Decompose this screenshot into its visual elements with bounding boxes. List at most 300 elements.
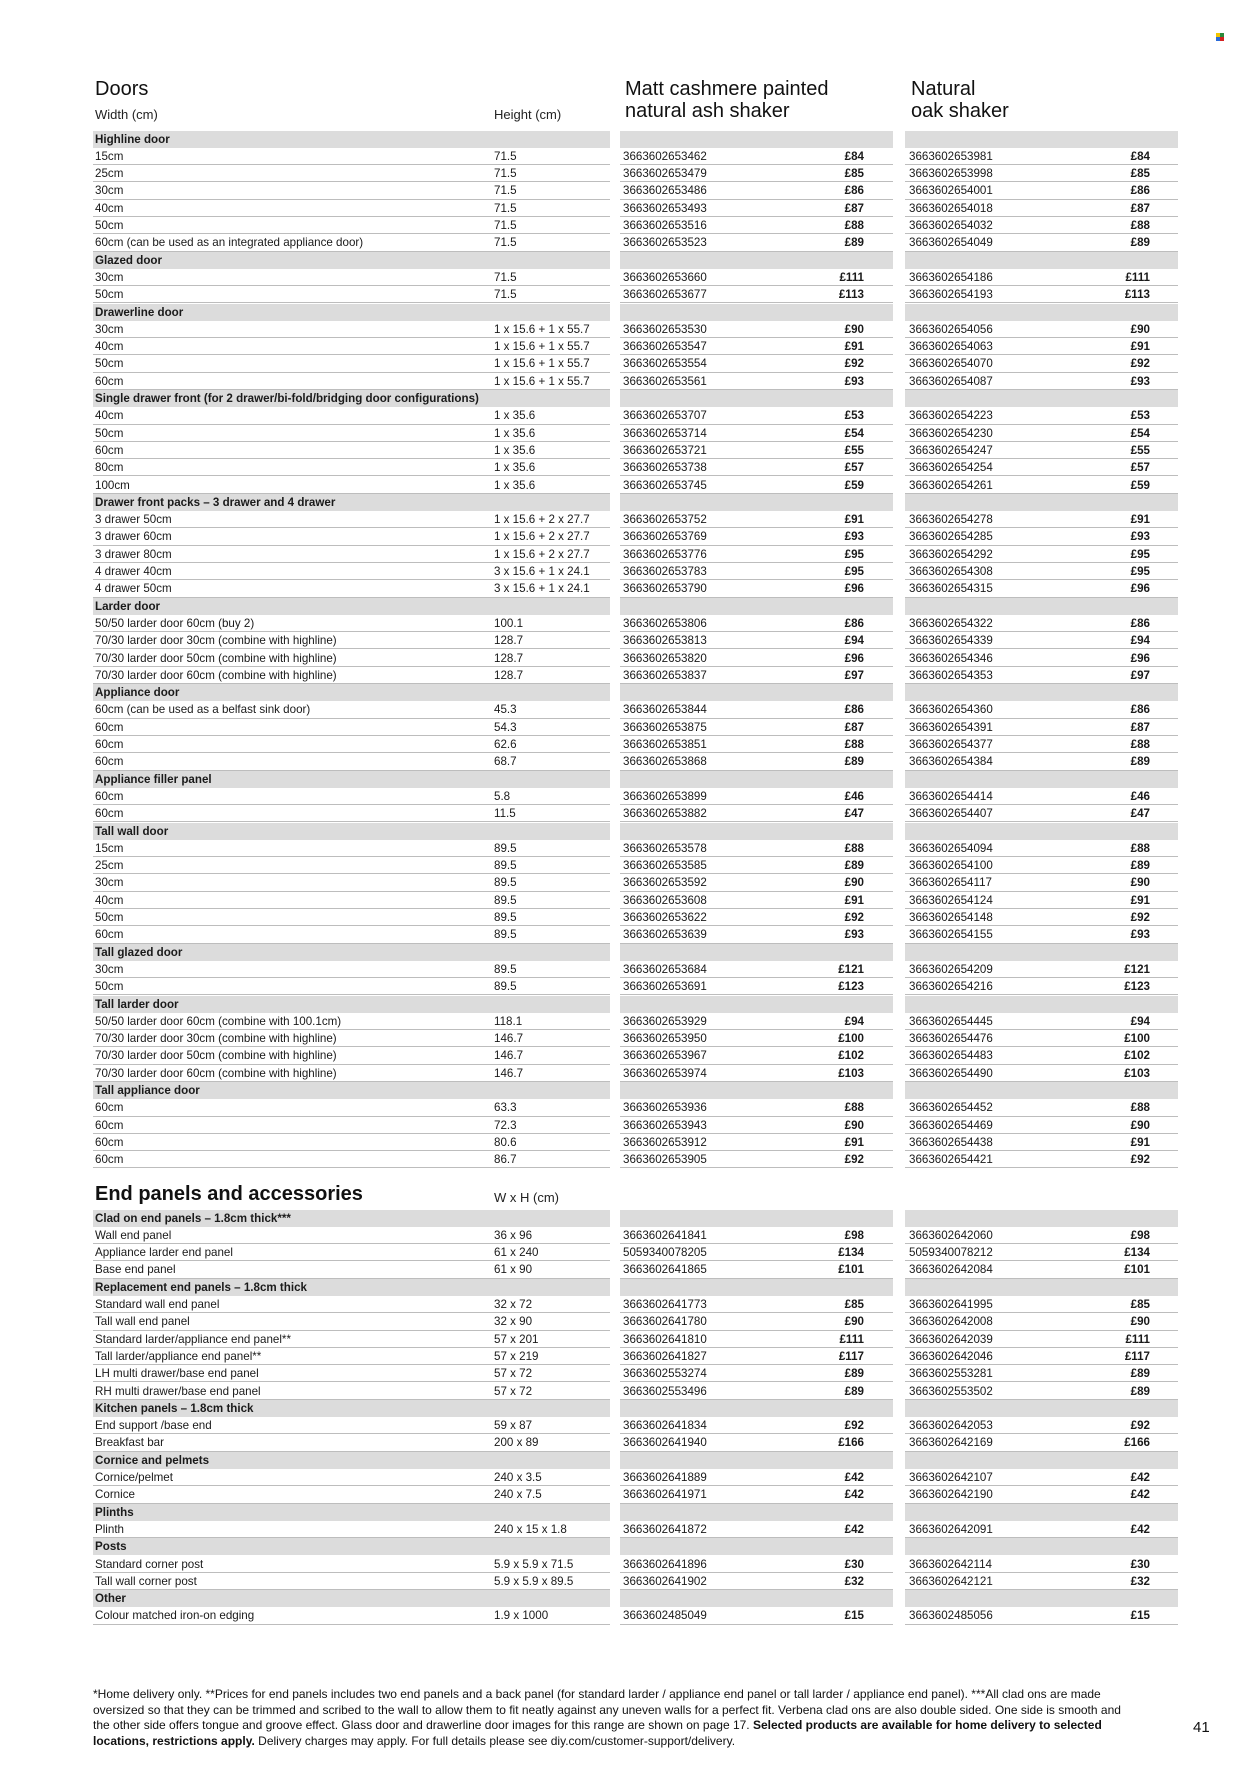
item-size: 1 x 15.6 + 1 x 55.7	[494, 340, 590, 354]
group-header-band	[905, 1538, 1178, 1555]
item-description: 70/30 larder door 50cm (combine with highline)	[95, 1049, 337, 1063]
item-size: 118.1	[494, 1014, 523, 1028]
item-description: Plinth	[95, 1522, 125, 1536]
range1-code: 3663602653974	[623, 1066, 707, 1080]
range1-price: £121	[838, 962, 864, 976]
range1-price: £96	[844, 651, 864, 665]
range1-code: 3663602641971	[623, 1488, 707, 1502]
range1-code: 3663602641780	[623, 1315, 707, 1329]
range1-price: £15	[844, 1609, 864, 1623]
item-description: 30cm	[95, 962, 124, 976]
range2-price: £117	[1124, 1349, 1150, 1363]
range2-code: 3663602654254	[909, 461, 993, 475]
range1-price: £88	[844, 1101, 864, 1115]
range1-code: 3663602653684	[623, 962, 707, 976]
range2-code: 3663602642169	[909, 1436, 993, 1450]
range1-price: £88	[844, 841, 864, 855]
range2-price: £42	[1130, 1522, 1150, 1536]
range2-price: £42	[1130, 1488, 1150, 1502]
range2-price: £91	[1130, 1135, 1150, 1149]
footer-bold-text: Selected products are available for home delivery to selected locations, restrictions apply.	[93, 1718, 1102, 1748]
item-description: Tall wall corner post	[95, 1574, 197, 1588]
range1-code: 3663602641865	[623, 1263, 707, 1277]
range2-code: 3663602642008	[909, 1315, 993, 1329]
range1-code: 3663602653813	[623, 634, 707, 648]
item-description: 50cm	[95, 357, 124, 371]
group-header-label: Single drawer front (for 2 drawer/bi-fold/bridging door configurations)	[93, 390, 610, 407]
group-header-band	[620, 1210, 893, 1227]
group-header-row	[0, 823, 1250, 840]
table-row	[0, 1434, 1250, 1451]
range1-price: £89	[844, 755, 864, 769]
table-row	[0, 736, 1250, 753]
range1-price: £111	[839, 1332, 864, 1346]
range1-price: £93	[844, 928, 864, 942]
range1-price: £113	[838, 288, 864, 302]
range1-code: 3663602653578	[623, 841, 707, 855]
range2-code: 3663602485056	[909, 1609, 993, 1623]
item-description: 30cm	[95, 322, 124, 336]
item-description: 50cm	[95, 426, 124, 440]
range1-title-line1: Matt cashmere painted	[625, 78, 829, 100]
group-header-row	[0, 1210, 1250, 1227]
range2-code: 3663602653981	[909, 149, 993, 163]
item-size: 11.5	[494, 807, 516, 821]
range1-price: £32	[844, 1574, 864, 1588]
range2-price: £96	[1130, 582, 1150, 596]
table-row	[0, 407, 1250, 424]
range2-price: £54	[1130, 426, 1150, 440]
range1-code: 3663602653608	[623, 893, 707, 907]
item-description: Colour matched iron-on edging	[95, 1609, 255, 1623]
item-size: 1.9 x 1000	[494, 1609, 549, 1623]
range2-code: 3663602654384	[909, 755, 993, 769]
item-size: 45.3	[494, 703, 517, 717]
item-size: 89.5	[494, 962, 517, 976]
range1-price: £89	[844, 1384, 864, 1398]
group-header-band	[620, 494, 893, 511]
doors-title: Doors	[95, 78, 149, 100]
range1-code: 3663602653769	[623, 530, 707, 544]
group-header-band	[905, 1210, 1178, 1227]
range2-price: £89	[1130, 1367, 1150, 1381]
range1-price: £94	[844, 634, 864, 648]
group-header-band	[620, 1400, 893, 1417]
range2-code: 3663602654322	[909, 616, 993, 630]
item-description: 3 drawer 50cm	[95, 513, 172, 527]
range2-code: 3663602654285	[909, 530, 993, 544]
table-row	[0, 1134, 1250, 1151]
table-row	[0, 1417, 1250, 1434]
table-row	[0, 1573, 1250, 1590]
table-row	[0, 753, 1250, 770]
range1-code: 3663602653851	[623, 738, 707, 751]
range1-price: £100	[838, 1032, 864, 1046]
group-header-row	[0, 252, 1250, 269]
group-header-row	[0, 1590, 1250, 1607]
item-description: 60cm	[95, 443, 124, 457]
range2-price: £86	[1130, 184, 1150, 198]
range1-title-line2: natural ash shaker	[625, 100, 790, 122]
group-header-label: Highline door	[93, 131, 610, 148]
item-description: 3 drawer 60cm	[95, 530, 172, 544]
group-header-row	[0, 1279, 1250, 1296]
range2-code: 3663602654117	[909, 876, 992, 890]
group-header-label: Replacement end panels – 1.8cm thick	[93, 1279, 610, 1296]
item-size: 1 x 15.6 + 1 x 55.7	[494, 322, 590, 336]
group-header-band	[905, 1590, 1178, 1607]
range2-code: 3663602642114	[909, 1557, 992, 1571]
range2-price: £93	[1130, 928, 1150, 942]
range1-code: 3663602653677	[623, 288, 707, 302]
group-header-band	[905, 1504, 1178, 1521]
item-size: 146.7	[494, 1032, 524, 1046]
range1-price: £91	[844, 513, 864, 527]
range1-code: 3663602653905	[623, 1153, 707, 1167]
group-header-row	[0, 131, 1250, 148]
group-header-band	[620, 996, 893, 1013]
range1-code: 3663602653547	[623, 340, 707, 354]
range1-price: £86	[844, 616, 864, 630]
range2-price: £98	[1130, 1228, 1150, 1242]
range1-price: £86	[844, 184, 864, 198]
item-description: 60cm	[95, 1135, 124, 1149]
item-size: 62.6	[494, 738, 517, 751]
group-header-band	[905, 1279, 1178, 1296]
range1-code: 3663602653875	[623, 720, 707, 734]
item-description: 60cm	[95, 720, 124, 734]
row-divider	[905, 1167, 1178, 1168]
group-header-band	[905, 494, 1178, 511]
range2-code: 5059340078212	[909, 1246, 993, 1260]
range2-code: 3663602654377	[909, 738, 993, 751]
item-size: 240 x 7.5	[494, 1488, 542, 1502]
table-row	[0, 1261, 1250, 1278]
range2-code: 3663602654148	[909, 911, 993, 924]
range1-code: 3663602641902	[623, 1574, 707, 1588]
table-row	[0, 217, 1250, 234]
range2-code: 3663602654070	[909, 357, 993, 371]
range1-price: £87	[844, 201, 864, 215]
table-row	[0, 1313, 1250, 1330]
range1-code: 3663602653660	[623, 270, 707, 284]
group-header-label: Drawerline door	[93, 304, 610, 321]
item-description: 50cm	[95, 288, 124, 302]
group-header-band	[620, 598, 893, 615]
item-description: 60cm	[95, 1118, 124, 1132]
range2-code: 3663602654452	[909, 1101, 993, 1115]
range1-code: 3663602653752	[623, 513, 707, 527]
item-description: Cornice	[95, 1488, 135, 1502]
group-header-band	[905, 1400, 1178, 1417]
range2-code: 3663602654407	[909, 807, 993, 821]
range2-title-line2: oak shaker	[911, 100, 1009, 122]
item-description: 50cm	[95, 980, 124, 994]
range2-code: 3663602654278	[909, 513, 993, 527]
table-row	[0, 563, 1250, 580]
range1-price: £101	[838, 1263, 864, 1277]
range2-price: £86	[1130, 616, 1150, 630]
item-description: 3 drawer 80cm	[95, 547, 172, 561]
range1-code: 3663602653899	[623, 789, 707, 803]
range2-code: 3663602654230	[909, 426, 993, 440]
table-row	[0, 459, 1250, 476]
item-description: 60cm	[95, 755, 124, 769]
range2-price: £101	[1124, 1263, 1150, 1277]
item-size: 71.5	[494, 236, 517, 250]
table-row	[0, 1556, 1250, 1573]
range2-price: £93	[1130, 530, 1150, 544]
item-size: 1 x 15.6 + 2 x 27.7	[494, 530, 590, 544]
range1-price: £123	[838, 980, 864, 994]
group-header-band	[620, 390, 893, 407]
item-size: 59 x 87	[494, 1419, 533, 1433]
item-description: 60cm	[95, 807, 124, 821]
item-size: 89.5	[494, 859, 517, 873]
table-row	[0, 840, 1250, 857]
range1-price: £166	[838, 1436, 864, 1450]
range1-code: 3663602653493	[623, 201, 707, 215]
range1-code: 3663602653721	[623, 443, 707, 457]
range2-price: £85	[1130, 167, 1150, 181]
group-header-band	[620, 252, 893, 269]
item-size: 1 x 35.6	[494, 443, 536, 457]
table-row	[0, 373, 1250, 390]
table-row	[0, 805, 1250, 822]
range1-code: 3663602653639	[623, 928, 707, 942]
group-header-band	[620, 1279, 893, 1296]
range1-code: 3663602653912	[623, 1135, 707, 1149]
item-size: 240 x 3.5	[494, 1471, 542, 1484]
range1-price: £42	[844, 1488, 864, 1502]
table-row	[0, 892, 1250, 909]
group-header-band	[905, 304, 1178, 321]
group-header-row	[0, 494, 1250, 511]
item-size: 89.5	[494, 980, 517, 994]
range2-code: 3663602654094	[909, 841, 993, 855]
range2-price: £111	[1125, 1332, 1150, 1346]
range1-code: 3663602641896	[623, 1557, 707, 1571]
item-description: LH multi drawer/base end panel	[95, 1367, 259, 1381]
item-description: 70/30 larder door 30cm (combine with highline)	[95, 1032, 337, 1046]
table-row	[0, 615, 1250, 632]
range1-price: £92	[844, 1419, 864, 1433]
range1-code: 3663602653486	[623, 184, 707, 198]
item-description: 50cm	[95, 219, 124, 232]
item-description: Standard corner post	[95, 1557, 204, 1571]
table-row	[0, 961, 1250, 978]
range1-price: £89	[844, 859, 864, 873]
item-size: 1 x 15.6 + 1 x 55.7	[494, 374, 590, 388]
table-row	[0, 200, 1250, 217]
table-row	[0, 1607, 1250, 1624]
range2-code: 3663602654261	[909, 478, 993, 492]
table-row	[0, 632, 1250, 649]
range1-price: £42	[844, 1522, 864, 1536]
range2-price: £89	[1130, 755, 1150, 769]
range2-code: 3663602553502	[909, 1384, 993, 1398]
item-description: End support /base end	[95, 1419, 212, 1433]
range1-code: 3663602553274	[623, 1367, 707, 1381]
item-description: Breakfast bar	[95, 1436, 164, 1450]
table-row	[0, 1348, 1250, 1365]
range1-code: 3663602653462	[623, 149, 707, 163]
range2-price: £88	[1130, 738, 1150, 751]
item-description: 70/30 larder door 30cm (combine with highline)	[95, 634, 337, 648]
group-header-row	[0, 1452, 1250, 1469]
group-header-band	[905, 1082, 1178, 1099]
item-description: 30cm	[95, 184, 124, 198]
item-description: 60cm	[95, 1101, 124, 1115]
group-header-row	[0, 1400, 1250, 1417]
item-description: 70/30 larder door 50cm (combine with highline)	[95, 651, 337, 665]
group-header-row	[0, 996, 1250, 1013]
range1-code: 3663602653592	[623, 876, 707, 890]
range2-code: 3663602642046	[909, 1349, 993, 1363]
range2-code: 3663602654414	[909, 789, 993, 803]
item-description: Cornice/pelmet	[95, 1471, 173, 1484]
range1-code: 3663602653776	[623, 547, 707, 561]
item-description: 60cm (can be used as a belfast sink door)	[95, 703, 311, 717]
table-row	[0, 978, 1250, 995]
range1-price: £97	[844, 668, 864, 682]
range2-code: 3663602654155	[909, 928, 993, 942]
range2-price: £90	[1130, 322, 1150, 336]
range2-price: £91	[1130, 340, 1150, 354]
item-description: 15cm	[95, 149, 124, 163]
group-header-band	[905, 598, 1178, 615]
range1-price: £92	[844, 1153, 864, 1167]
range2-code: 3663602654087	[909, 374, 993, 388]
item-size: 1 x 35.6	[494, 461, 536, 475]
item-description: 60cm	[95, 789, 124, 803]
range1-code: 3663602553496	[623, 1384, 707, 1398]
range1-code: 3663602641810	[623, 1332, 707, 1346]
range1-code: 3663602653530	[623, 322, 707, 336]
item-size: 71.5	[494, 184, 517, 198]
range2-price: £166	[1124, 1436, 1150, 1450]
item-description: 60cm	[95, 1153, 124, 1167]
table-row	[0, 234, 1250, 251]
table-row	[0, 148, 1250, 165]
item-size: 80.6	[494, 1135, 517, 1149]
range1-price: £85	[844, 1298, 864, 1311]
range1-code: 3663602653882	[623, 807, 707, 821]
item-size: 1 x 35.6	[494, 409, 536, 423]
range1-code: 3663602653622	[623, 911, 707, 924]
item-description: 40cm	[95, 201, 124, 215]
item-description: 40cm	[95, 409, 124, 423]
end-panels-title: End panels and accessories	[95, 1183, 363, 1205]
item-description: 40cm	[95, 893, 124, 907]
table-row	[0, 874, 1250, 891]
item-description: 25cm	[95, 859, 124, 873]
group-header-label: Drawer front packs – 3 drawer and 4 drawer	[93, 494, 610, 511]
group-header-band	[905, 252, 1178, 269]
range2-price: £42	[1130, 1471, 1150, 1484]
range2-code: 3663602654032	[909, 219, 993, 232]
table-row	[0, 1030, 1250, 1047]
item-size: 128.7	[494, 634, 524, 648]
range2-price: £88	[1130, 841, 1150, 855]
item-description: Standard wall end panel	[95, 1298, 220, 1311]
table-row	[0, 580, 1250, 597]
range1-code: 3663602653554	[623, 357, 707, 371]
item-description: 70/30 larder door 60cm (combine with highline)	[95, 668, 337, 682]
item-size: 5.8	[494, 789, 511, 803]
range2-code: 3663602642107	[909, 1471, 993, 1484]
range2-price: £86	[1130, 703, 1150, 717]
item-description: 50/50 larder door 60cm (combine with 100.1cm)	[95, 1014, 342, 1028]
group-header-label: Clad on end panels – 1.8cm thick***	[93, 1210, 610, 1227]
group-header-row	[0, 390, 1250, 407]
width-column-label: Width (cm)	[95, 107, 158, 122]
group-header-band	[905, 823, 1178, 840]
range1-price: £46	[844, 789, 864, 803]
range2-code: 3663602642053	[909, 1419, 993, 1433]
table-row	[0, 425, 1250, 442]
range1-price: £87	[844, 720, 864, 734]
range1-price: £102	[838, 1049, 864, 1063]
item-description: 70/30 larder door 60cm (combine with highline)	[95, 1066, 337, 1080]
range2-price: £89	[1130, 1384, 1150, 1398]
group-header-band	[620, 1538, 893, 1555]
range1-price: £85	[844, 167, 864, 181]
item-size: 68.7	[494, 755, 517, 769]
group-header-band	[905, 390, 1178, 407]
range1-price: £91	[844, 340, 864, 354]
range2-code: 3663602641995	[909, 1298, 993, 1311]
range1-price: £47	[844, 807, 864, 821]
table-row	[0, 701, 1250, 718]
range1-code: 3663602653585	[623, 859, 707, 873]
range2-price: £88	[1130, 1101, 1150, 1115]
range1-price: £53	[844, 409, 864, 423]
range2-code: 3663602654001	[909, 184, 993, 198]
item-size: 1 x 15.6 + 1 x 55.7	[494, 357, 590, 371]
range2-price: £94	[1130, 634, 1150, 648]
range1-price: £86	[844, 703, 864, 717]
table-row	[0, 788, 1250, 805]
item-description: 15cm	[95, 841, 124, 855]
range2-price: £121	[1124, 962, 1150, 976]
range1-code: 3663602641827	[623, 1349, 707, 1363]
table-row	[0, 1013, 1250, 1030]
range1-price: £117	[838, 1349, 864, 1363]
group-header-label: Tall larder door	[93, 996, 610, 1013]
range1-price: £59	[844, 478, 864, 492]
range1-price: £90	[844, 876, 864, 890]
item-size: 57 x 72	[494, 1384, 533, 1398]
range1-code: 3663602653714	[623, 426, 707, 440]
range2-price: £113	[1124, 288, 1150, 302]
range2-price: £32	[1130, 1574, 1150, 1588]
range2-code: 3663602654346	[909, 651, 993, 665]
table-row	[0, 477, 1250, 494]
range2-code: 3663602654056	[909, 322, 993, 336]
table-row	[0, 338, 1250, 355]
range2-price: £92	[1130, 911, 1150, 924]
item-size: 146.7	[494, 1049, 524, 1063]
item-size: 32 x 72	[494, 1298, 533, 1311]
table-row	[0, 321, 1250, 338]
range2-price: £134	[1124, 1246, 1150, 1260]
height-column-label: Height (cm)	[494, 107, 562, 122]
group-header-label: Tall appliance door	[93, 1082, 610, 1099]
item-size: 71.5	[494, 219, 517, 232]
range2-price: £87	[1130, 720, 1150, 734]
row-divider	[905, 1624, 1178, 1625]
